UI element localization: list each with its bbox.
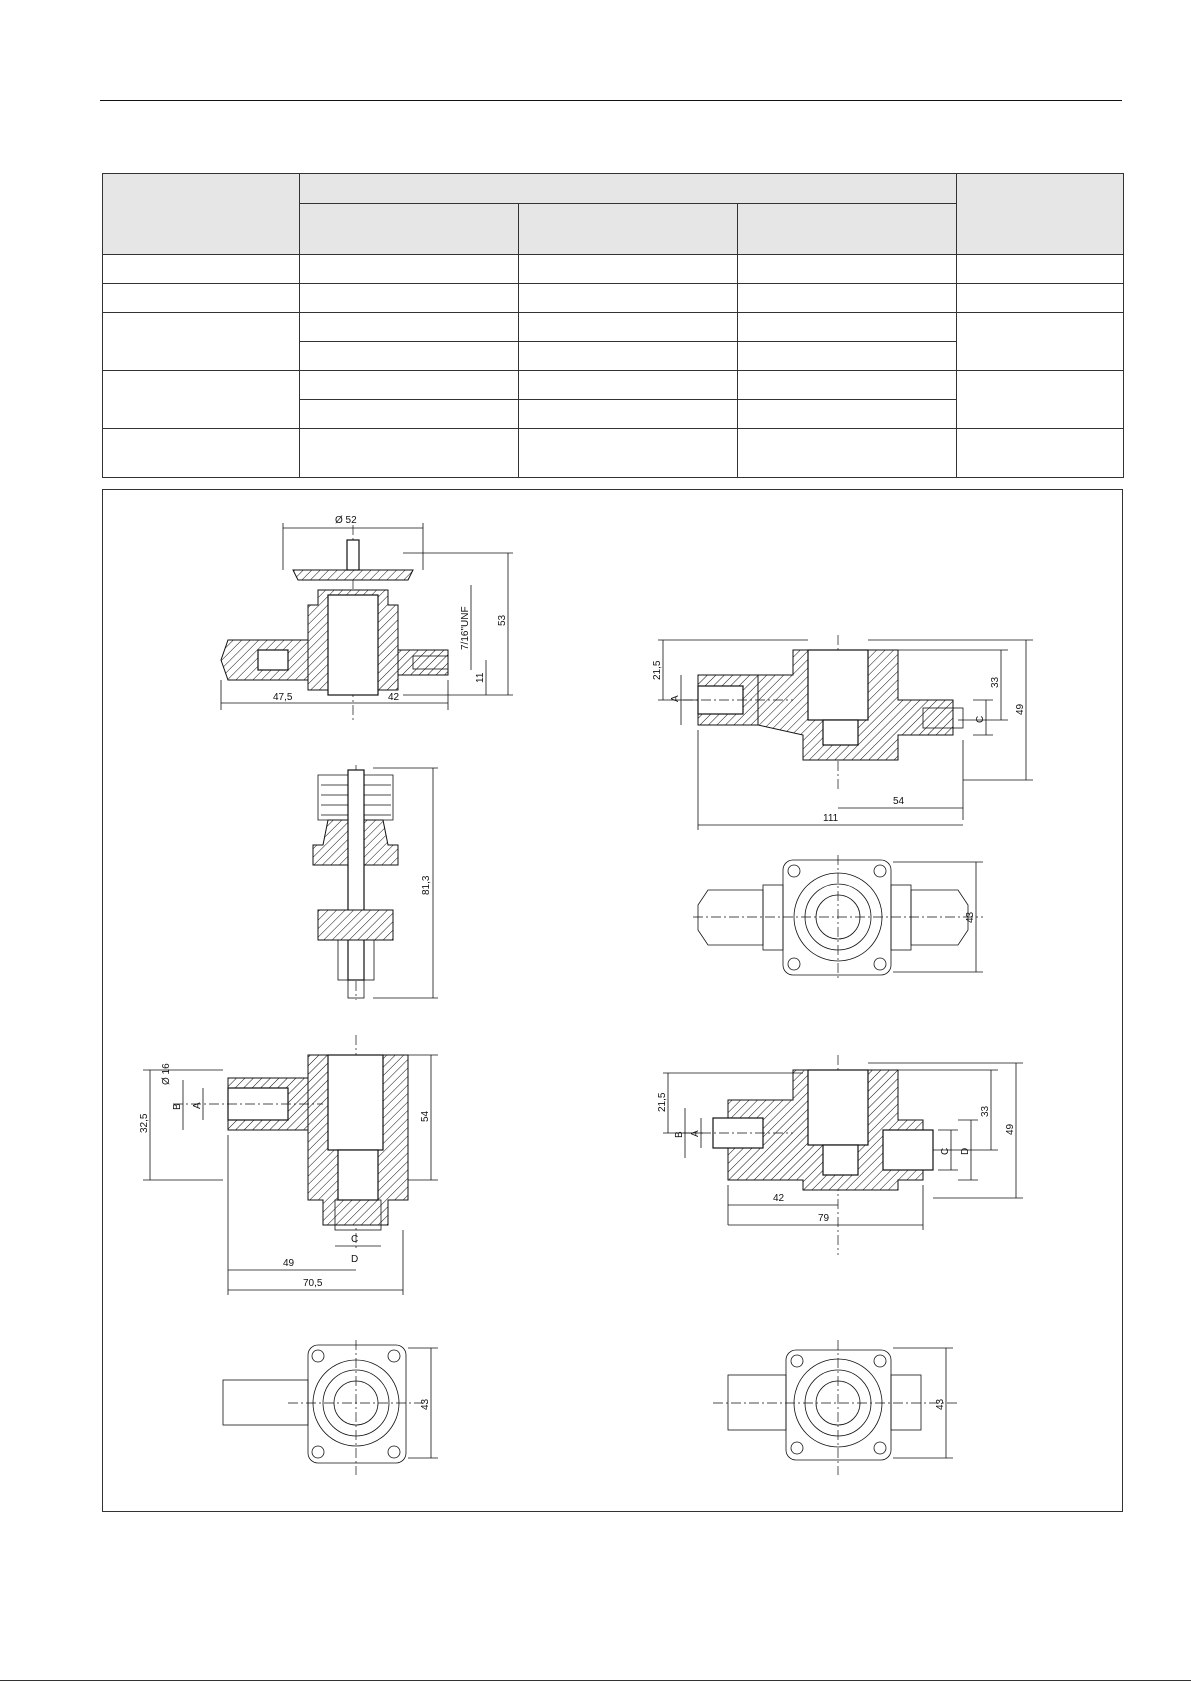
drawing-panel xyxy=(102,489,1123,1512)
table-subheader-cell xyxy=(300,204,519,255)
dim-a: A xyxy=(690,1130,701,1137)
spec-table xyxy=(102,173,1124,478)
dim-left: 47,5 xyxy=(273,692,293,703)
dim-h2: 54 xyxy=(420,1110,431,1122)
dim-thread: 7/16"UNF xyxy=(460,606,471,650)
dim-small: 11 xyxy=(475,672,486,683)
dim-h1: 21,5 xyxy=(652,660,663,680)
dim-d: D xyxy=(351,1254,359,1265)
dim-w1: 54 xyxy=(893,796,905,807)
table-subheader-cell xyxy=(519,204,738,255)
header-rule xyxy=(100,100,1122,101)
dim-w2: 70,5 xyxy=(303,1278,323,1289)
cartridge-section xyxy=(313,765,438,1000)
valve-side-section xyxy=(221,515,513,720)
dim-height: 43 xyxy=(935,1398,946,1410)
dim-height: 43 xyxy=(965,911,976,923)
straight-flare-section xyxy=(652,635,1033,830)
technical-drawings xyxy=(103,490,1122,1511)
dim-w1: 42 xyxy=(773,1193,785,1204)
table-row xyxy=(103,313,1124,342)
dim-dia: Ø 52 xyxy=(335,515,357,526)
dim-a: A xyxy=(192,1102,203,1109)
dim-height: 81,3 xyxy=(421,875,432,895)
dim-h3: 49 xyxy=(1015,703,1026,715)
table-row xyxy=(103,371,1124,400)
straight-solder-top-view xyxy=(713,1340,958,1475)
dim-b: B xyxy=(674,1131,685,1138)
table-row xyxy=(103,284,1124,313)
dim-h1: 21,5 xyxy=(657,1092,668,1112)
table-header-cell xyxy=(103,174,300,255)
table-subheader-cell xyxy=(738,204,957,255)
dim-h2: 33 xyxy=(990,676,1001,688)
dim-a: A xyxy=(670,695,681,702)
straight-solder-section xyxy=(657,1055,1023,1255)
dim-right: 42 xyxy=(388,692,400,703)
table-header-group xyxy=(300,174,957,204)
table-row xyxy=(103,255,1124,284)
dim-h2: 33 xyxy=(980,1105,991,1117)
elbow-top-view xyxy=(223,1340,438,1475)
dim-b: B xyxy=(172,1103,183,1110)
dim-dia: Ø 16 xyxy=(161,1063,172,1085)
table-row xyxy=(103,429,1124,478)
dim-height: 43 xyxy=(420,1398,431,1410)
dim-w2: 111 xyxy=(823,813,839,824)
dim-height: 53 xyxy=(497,614,508,626)
dim-c: C xyxy=(940,1147,951,1155)
dim-d: D xyxy=(960,1147,971,1155)
dim-c: C xyxy=(975,715,986,723)
elbow-section xyxy=(139,1035,438,1295)
dim-w2: 79 xyxy=(818,1213,830,1224)
dim-w1: 49 xyxy=(283,1258,295,1269)
dim-h1: 32,5 xyxy=(139,1113,150,1133)
dim-c: C xyxy=(351,1234,359,1245)
dim-h3: 49 xyxy=(1005,1123,1016,1135)
table-header-cell xyxy=(957,174,1124,255)
footer-rule xyxy=(0,1680,1191,1681)
straight-flare-top-view xyxy=(693,855,983,980)
